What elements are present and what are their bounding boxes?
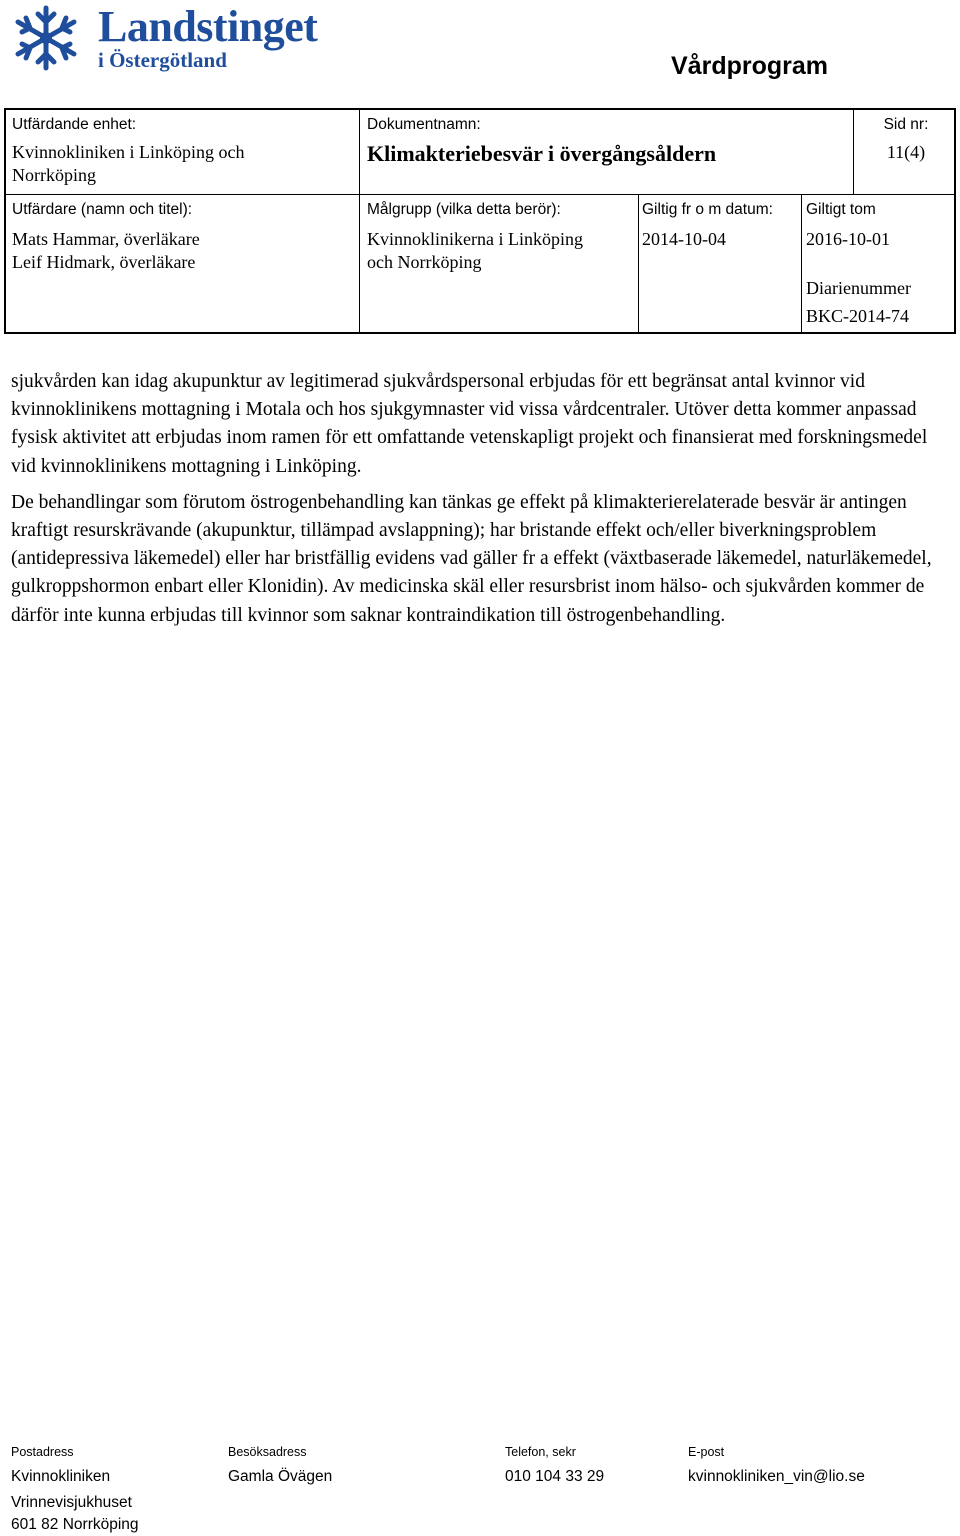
visiting-address-label: Besöksadress [228,1445,307,1459]
body-content [11,368,951,630]
valid-to-date: 2016-10-01 [806,229,890,249]
page-number: 11(4) [886,142,926,162]
valid-from-label: Giltig fr o m datum: [642,201,773,218]
footer-phone [505,1444,675,1488]
target-group-line2: och Norrköping [367,252,482,272]
phone-number: 010 104 33 29 [505,1468,605,1485]
visiting-address: Gamla Övägen [228,1468,333,1485]
document-name-label: Dokumentnamn: [367,116,481,133]
postal-address-line: 601 82 Norrköping [11,1516,139,1533]
divider [801,194,802,332]
postal-address-label: Postadress [11,1445,74,1459]
diary-number-label: Diarienummer [806,278,911,298]
target-group-label: Målgrupp (vilka detta berör): [367,201,561,218]
footer-postal-address [11,1444,211,1536]
valid-to-label: Giltigt tom [806,201,876,218]
body-paragraph: De behandlingar som förutom östrogenbehandling kan tänkas ge effekt på klimakterierelaterade besvär är antingen kraftigt resurskrävande (akupunktur, tillämpad avslappning); har bristande effekt och/eller biverkningsproblem (antidepressiva läkemedel) eller har bristfällig evidens vad gäller fr a effekt (växtbaserade läkemedel, naturläkemedel, gulkroppshormon enbart eller Klonidin). Av medicinska skäl eller resursbrist inom hälso- och sjukvården kommer de därför inte kunna erbjudas till kvinnor som saknar kontraindikation till östrogenbehandling. [11,491,932,626]
issuing-unit-value-line1: Kvinnokliniken i Linköping och [12,142,245,162]
issuing-unit-label: Utfärdande enhet: [12,116,137,133]
document-type: Vårdprogram [671,52,828,80]
email-label: E-post [688,1445,725,1459]
divider [6,194,954,195]
postal-address-line: Kvinnokliniken [11,1468,111,1485]
issuing-unit-value-line2: Norrköping [12,165,96,185]
email-address[interactable]: kvinnokliniken_vin@lio.se [688,1468,865,1485]
snowflake-emblem-icon [10,4,82,72]
issuer-label: Utfärdare (namn och titel): [12,201,193,218]
logo-name: Landstinget [98,2,318,51]
issuer-line2: Leif Hidmark, överläkare [12,252,196,272]
valid-from-date: 2014-10-04 [642,229,726,249]
issuer-line1: Mats Hammar, överläkare [12,229,200,249]
document-title: Klimakteriebesvär i övergångsåldern [367,141,717,166]
body-paragraph: sjukvården kan idag akupunktur av legitimerad sjukvårdspersonal erbjudas för ett begränsat antal kvinnor vid kvinnoklinikens mottagning i Motala och hos sjukgymnaster vid vissa vårdcentraler. Utöver detta kommer anpassad fysisk aktivitet att erbjudas inom ramen för ett omfattande vetenskapligt projekt och finansierat med forskningsmedel vid kvinnoklinikens mottagning i Linköping. [11,371,928,477]
footer-email [688,1444,948,1488]
page-number-label: Sid nr: [883,116,929,133]
document-header-table [4,108,956,334]
diary-number: BKC-2014-74 [806,306,909,326]
phone-label: Telefon, sekr [505,1445,576,1459]
footer-visiting-address [228,1444,478,1488]
logo-region: i Östergötland [98,48,227,72]
divider [638,194,639,332]
divider [359,110,360,332]
divider [853,110,854,194]
landstinget-logo [10,2,320,76]
target-group-line1: Kvinnoklinikerna i Linköping [367,229,583,249]
postal-address-line: Vrinnevisjukhuset [11,1494,132,1511]
